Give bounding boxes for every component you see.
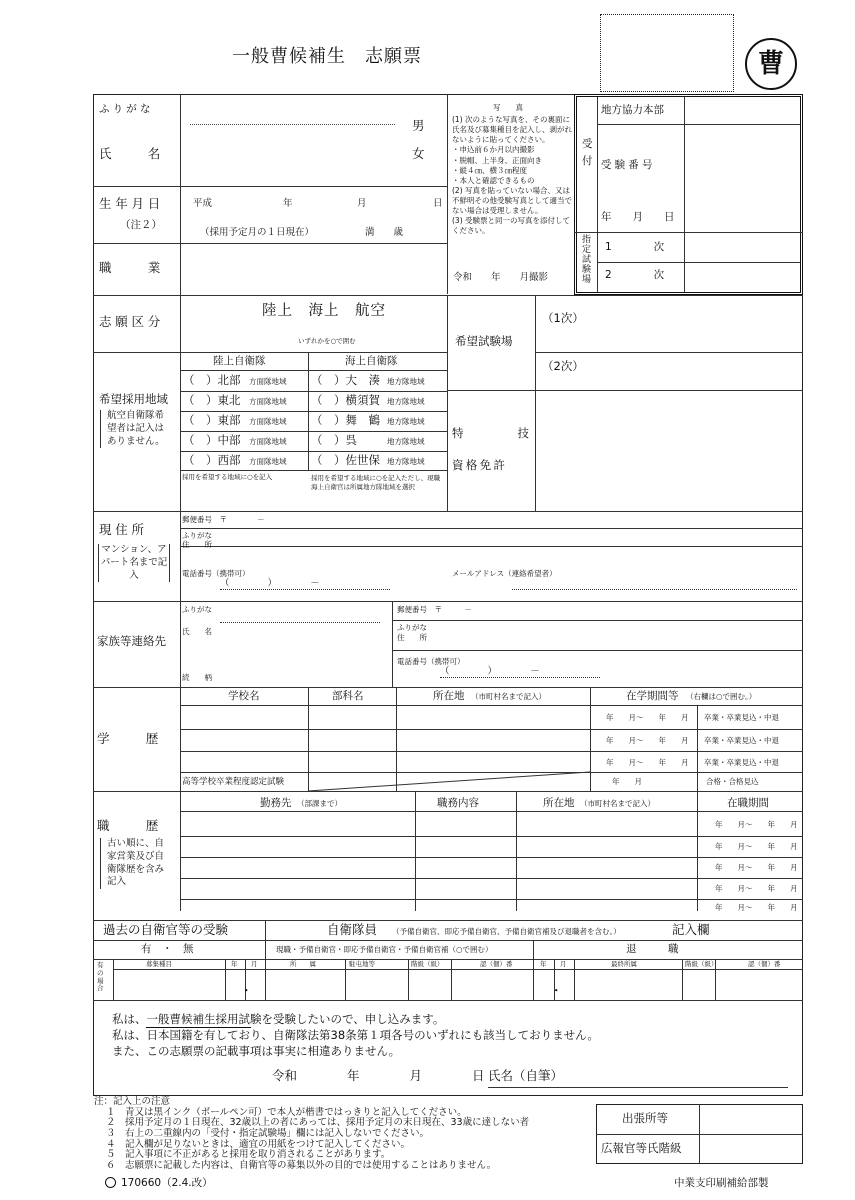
- family-furigana2: ふりがな: [397, 623, 427, 632]
- photo-note-2: (2) 写真を貼っていない場合、又は不鮮明その他受験写真として適当でない場合は受理しません。: [452, 185, 572, 216]
- riku-sub: 方面隊地域: [249, 437, 287, 446]
- birth-note: （注２）: [120, 219, 162, 231]
- office-date: 年 月 日: [601, 211, 675, 223]
- year-label: 年: [283, 198, 293, 209]
- edu-ym: 年 月: [612, 777, 642, 786]
- kinyuu-label: 記入欄: [672, 922, 710, 937]
- address-note: マンション、アパート名まで記入: [98, 544, 170, 582]
- col-header: 所 属: [290, 960, 316, 968]
- name-label: 氏 名: [99, 146, 165, 161]
- tokugi-label: 特 技: [452, 426, 540, 440]
- career-loc-note: （市町村名まで記入）: [580, 799, 655, 808]
- second-label: 2 次: [605, 269, 665, 281]
- kai-sub: 地方隊地域: [387, 377, 425, 386]
- career-period-row: 年 月～ 年 月: [715, 903, 798, 912]
- family-addr: 住 所: [397, 633, 427, 642]
- edu-grad[interactable]: 卒業・卒業見込・中退: [704, 736, 779, 745]
- riku-option[interactable]: （ ）北部: [183, 373, 241, 387]
- riku-option[interactable]: （ ）東部: [183, 413, 241, 427]
- riku-sub: 方面隊地域: [249, 457, 287, 466]
- family-phone-format[interactable]: （ ） －: [440, 666, 540, 677]
- kubun-hint: いずれかを○で囲む: [298, 337, 356, 345]
- family-rel: 続 柄: [182, 673, 212, 682]
- col-header: 最終所属: [611, 960, 637, 968]
- career-note: 古い順に、自家営業及び自衛隊歴を含み記入: [100, 838, 168, 889]
- photo-note-3: (3) 受験票と同一の写真を添付してください。: [452, 216, 571, 236]
- retire-label: 退 職: [626, 943, 679, 955]
- jieitai-label: 自衛隊員: [327, 922, 378, 937]
- photo-note-1: (1) 次のような写真を、その裏面に氏名及び募集種目を記入し、剥がれないように貼ってください。: [452, 115, 572, 145]
- day-label: 日: [433, 198, 443, 209]
- family-phone: 電話番号（携帯可）: [397, 657, 465, 666]
- career-loc: 所在地: [543, 797, 575, 809]
- venue-label: 希望試験場: [455, 334, 513, 348]
- edu-period: 在学期間等: [626, 690, 679, 702]
- photo-bullet: ・縦４㎝、横３㎝程度: [452, 165, 527, 175]
- note-item: ４ 記入欄が足りないときは、適宜の用紙をつけて記入してください。: [106, 1138, 411, 1150]
- kai-option[interactable]: （ ）大 湊: [311, 373, 380, 387]
- notes-heading: 注：記入上の注意: [94, 1096, 171, 1107]
- kai-option[interactable]: （ ）佐世保: [311, 453, 380, 467]
- decl-line-1: 私は、一般曹候補生採用試験を受験したいので、申し込みます。: [112, 1012, 445, 1026]
- edu-dept: 部科名: [332, 690, 364, 702]
- ari-label: 有の場合: [97, 961, 104, 993]
- address-label: 現住所: [99, 522, 148, 537]
- photo-heading: 写 真: [493, 103, 523, 112]
- decl-line-2: 私は、日本国籍を有しており、自衛隊法第38条第１項各号のいずれにも該当しておりません。: [112, 1028, 599, 1042]
- edu-grad[interactable]: 卒業・卒業見込・中退: [704, 758, 779, 767]
- note-item: ５ 記入事項に不正があると採用を取り消されることがあります。: [106, 1149, 391, 1161]
- riku-option[interactable]: （ ）西部: [183, 453, 241, 467]
- current-label[interactable]: 現職・予備自衛官・即応予備自衛官・予備自衛官補（○で囲む）: [276, 945, 493, 954]
- seal-mark: 曹: [745, 38, 797, 90]
- career-label: 職 歴: [97, 818, 163, 833]
- riku-sub: 方面隊地域: [249, 377, 287, 386]
- edu-loc-note: （市町村名まで記入）: [471, 692, 546, 701]
- umu-option[interactable]: 有 ・ 無: [141, 943, 194, 955]
- age-label: 満 歳: [365, 227, 404, 238]
- col-header: 階級（級）: [411, 960, 444, 968]
- venue-first: （1次）: [542, 311, 584, 325]
- col-header: 月: [560, 960, 567, 968]
- edu-period-row: 年 月～ 年 月: [606, 758, 689, 767]
- family-furigana: ふりがな: [182, 605, 212, 614]
- career-period-row: 年 月～ 年 月: [715, 884, 798, 893]
- col-header: 募集種目: [146, 960, 172, 968]
- riku-heading: 陸上自衛隊: [213, 355, 266, 367]
- kai-sub: 地方隊地域: [387, 437, 425, 446]
- venue-second: （2次）: [542, 359, 584, 373]
- postal-label: 郵便番号 〒 －: [182, 515, 265, 524]
- edu-label: 学 歴: [97, 731, 163, 746]
- career-work-note: （部課まで）: [297, 799, 342, 808]
- male-option[interactable]: 男: [412, 118, 425, 133]
- career-period-row: 年 月～ 年 月: [715, 863, 798, 872]
- kai-option[interactable]: （ ）呉: [311, 433, 357, 447]
- career-work: 勤務先: [260, 797, 292, 809]
- shitei-label: 指定試験場: [582, 235, 592, 285]
- juken-label: 受験番号: [601, 159, 656, 171]
- riku-sub: 方面隊地域: [249, 417, 287, 426]
- note-item: ３ 右上の二重線内の「受付・指定試験場」欄には記入しないでください。: [106, 1127, 430, 1139]
- dot: ・: [550, 983, 563, 998]
- col-header: 認（個）番: [748, 960, 781, 968]
- month-label: 月: [357, 198, 367, 209]
- edu-hs: 高等学校卒業程度認定試験: [182, 777, 285, 787]
- kubun-options[interactable]: 陸上 海上 航空: [262, 303, 386, 319]
- area-note: 航空自衛隊希望者は記入はありません。: [100, 410, 166, 448]
- recycle-icon: [105, 1177, 116, 1188]
- email-label: メールアドレス（連絡希望者）: [452, 569, 557, 578]
- edu-pass[interactable]: 合格・合格見込: [706, 777, 759, 786]
- family-label: 家族等連絡先: [97, 634, 166, 648]
- decl-sign: 氏名（自筆）: [488, 1068, 564, 1083]
- edu-grad[interactable]: 卒業・卒業見込・中退: [704, 713, 779, 722]
- furigana-label: ふりがな: [99, 103, 154, 115]
- col-header: 年: [540, 960, 547, 968]
- addr-label: 住 所: [182, 540, 212, 549]
- career-duty: 職務内容: [437, 797, 479, 809]
- heisei: 平成: [193, 198, 213, 209]
- chihou-label: 地方協力本部: [601, 104, 664, 116]
- decl-date: 令和 年 月 日: [272, 1068, 485, 1083]
- note-item: ６ 志願票に記載した内容は、自衛官等の募集以外の目的では使用することはありません。: [106, 1159, 497, 1171]
- edu-period-note: （右欄は○で囲む。）: [686, 692, 757, 701]
- form-code: 170660（2.4.改）: [121, 1177, 213, 1189]
- area-label: 希望採用地域: [99, 392, 168, 406]
- branch-label: 出張所等: [622, 1111, 668, 1125]
- note-item: １ 青又は黒インク（ボールペン可）で本人が楷書ではっきりと記入してください。: [106, 1106, 467, 1118]
- phone-label: 電話番号（携帯可）: [182, 569, 250, 578]
- kai-option[interactable]: （ ）横須賀: [311, 393, 380, 407]
- photo-bullet: ・本人と確認できるもの: [452, 175, 535, 185]
- kai-option[interactable]: （ ）舞 鶴: [311, 413, 380, 427]
- decl-line-3: また、この志願票の記載事項は事実に相違ありません。: [112, 1044, 401, 1058]
- kai-sub: 地方隊地域: [387, 397, 425, 406]
- past-label: 過去の自衛官等の受験: [103, 922, 229, 937]
- form-title: 一般曹候補生 志願票: [232, 46, 422, 67]
- uketsuke-label: 受付: [582, 138, 593, 167]
- notes: [94, 1097, 529, 1171]
- phone-format[interactable]: （ ） －: [220, 578, 320, 589]
- birth-label: 生年月日: [99, 196, 165, 211]
- riku-sub: 方面隊地域: [249, 397, 287, 406]
- family-name: 氏 名: [182, 627, 212, 636]
- jieitai-note: （予備自衛官、即応予備自衛官、予備自衛官補及び退職者を含む。）: [392, 927, 621, 936]
- note-item: ２ 採用予定月の１日現在、32歳以上の者にあっては、採用予定月の末日現在、33歳に達しない者: [106, 1117, 530, 1129]
- kai-sub: 地方隊地域: [387, 457, 425, 466]
- printer: 中業支印刷補給部製: [674, 1177, 769, 1189]
- photo-bullet: ・脱帽、上半身、正面向き: [452, 155, 542, 165]
- riku-note: 採用を希望する地域に○を記入: [182, 473, 273, 481]
- col-header: 認（個）番: [480, 960, 513, 968]
- edu-period-row: 年 月～ 年 月: [606, 713, 689, 722]
- career-period-row: 年 月～ 年 月: [715, 842, 798, 851]
- photo-date: 令和 年 月撮影: [453, 272, 549, 283]
- riku-option[interactable]: （ ）中部: [183, 433, 241, 447]
- kubun-label: 志願区分: [99, 314, 165, 329]
- col-header: 駐屯地等: [349, 960, 375, 968]
- kai-heading: 海上自衛隊: [345, 355, 398, 367]
- dot: ・: [240, 983, 253, 998]
- birth-sub: （採用予定月の１日現在）: [200, 227, 315, 238]
- col-header: 月: [251, 960, 258, 968]
- family-postal: 郵便番号 〒 －: [397, 605, 472, 614]
- job-label: 職 業: [99, 260, 165, 275]
- pr-label: 広報官等氏階級: [601, 1141, 682, 1155]
- kai-sub: 地方隊地域: [387, 417, 425, 426]
- riku-option[interactable]: （ ）東北: [183, 393, 241, 407]
- career-period: 在職期間: [727, 797, 769, 809]
- kai-note: 採用を希望する地域に○を記入ただし、現職海上自衛官は所属地方隊地域を選択: [311, 474, 441, 491]
- edu-school: 学校名: [228, 690, 260, 702]
- shikaku-label: 資格免許: [452, 458, 508, 472]
- edu-period-row: 年 月～ 年 月: [606, 736, 689, 745]
- edu-loc: 所在地: [433, 690, 465, 702]
- col-header: 階級（級）: [685, 960, 718, 968]
- female-option[interactable]: 女: [412, 146, 425, 161]
- col-header: 年: [231, 960, 238, 968]
- photo-bullet: ・申込前６か月以内撮影: [452, 145, 535, 155]
- addr-furigana: ふりがな: [182, 531, 212, 540]
- career-period-row: 年 月～ 年 月: [715, 820, 798, 829]
- first-label: 1 次: [605, 241, 665, 253]
